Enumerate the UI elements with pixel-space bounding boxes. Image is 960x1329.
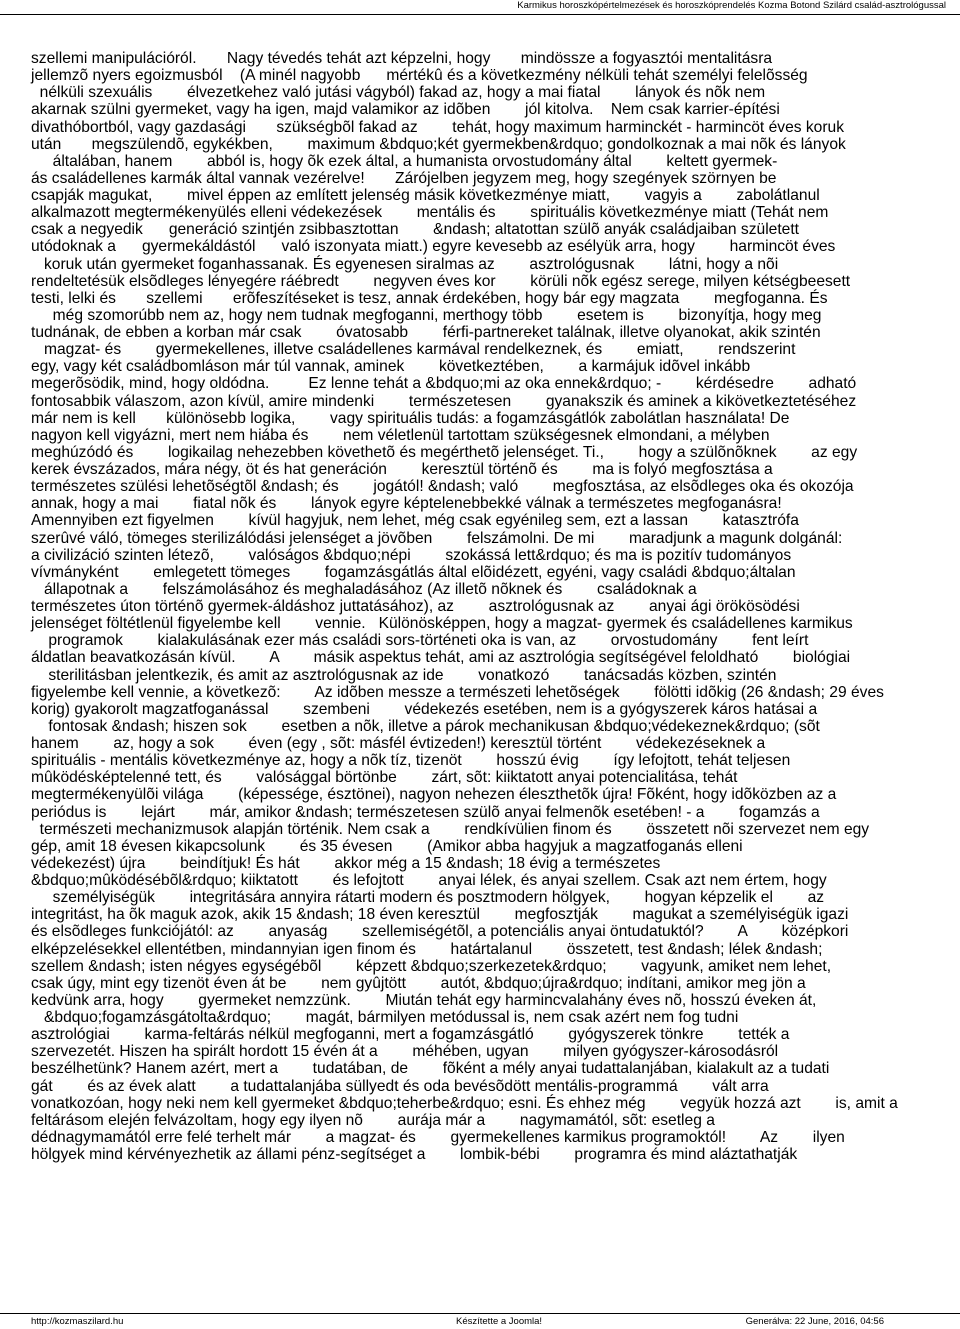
body-line: természeti mechanizmusok alapján történik. Nem csak a rendkívülien finom és összetett nõi szervezet nem egy xyxy=(31,820,870,838)
body-line: korig) gyakorolt magzatfoganással szembeni védekezés esetében, nem is a gyógyszerek káros hatásai a xyxy=(31,700,818,718)
body-line: programok kialakulásának ezer más családi sors-történeti oka is van, az orvostudomány fent leírt xyxy=(31,632,809,650)
body-line: védekezést) újra beindítjuk! És hát akkor még a 15 &ndash; 18 évig a természetes xyxy=(31,854,661,872)
body-line: testi, lelki és szellemi erõfeszítéseket is tesz, annak érdekében, hogy bár egy magzata megfoganna. És xyxy=(31,289,828,307)
header-divider xyxy=(0,14,960,15)
article-body xyxy=(31,50,931,1163)
body-line: meghúzódó és logikailag nehezebben követhetõ és megérthetõ jelenséget. Ti., hogy a szülõnõknek az egy xyxy=(31,443,858,461)
body-line: jelenséget föltétlenül figyelembe kell vennie. Különösképpen, hogy a magzat- gyermek és családellenes karmikus xyxy=(31,615,853,633)
body-line: fontosak &ndash; hiszen sok esetben a nõk, illetve a párok mechanikusan &bdquo;védekeznek&rdquo; (sõt xyxy=(31,717,820,735)
body-line: megtermékenyülõi világa (képessége, észtönei), nagyon nehezen éleszthetõk újra! Fõként, hogy idõközben az a xyxy=(31,786,837,804)
body-line: vonatkozóan, hogy neki nem kell gyermeket &bdquo;teherbe&rdquo; esni. És ehhez még vegyük hozzá azt is, amit a xyxy=(31,1094,898,1112)
footer-credit: Készítette a Joomla! xyxy=(456,1316,543,1327)
body-line: állapotnak a felszámolásához és meghaladásához (Az illetõ nõknek és családoknak a xyxy=(31,580,697,598)
body-line: és elsõdleges funkciójától: az anyaság szellemiségétõl, a potenciális anyai öntudatuktól? A középkori xyxy=(31,923,849,941)
body-line: csak a negyedik generáció szintjén zsibbasztottan &ndash; altatottan szülõ anyák családjaiban született xyxy=(31,221,800,239)
body-line: asztrológiai karma-feltárás nélkül megfoganni, mert a fogamzásgátló gyógyszerek tönkre tették a xyxy=(31,1026,790,1044)
body-line: tudnának, de ebben a korban már csak óvatosabb férfi-partnereket találnak, illetve olyanokat, akik szintén xyxy=(31,324,821,341)
body-line: periódus is lejárt már, amikor &ndash; természetesen szülõ anyai felmenõk esetében! - a fogamzás a xyxy=(31,803,820,821)
body-line: szervezetét. Hiszen ha spirált hordott 15 évén át a méhében, ugyan milyen gyógyszer-károsodásról xyxy=(31,1043,779,1061)
body-line: dédnagymamától erre felé terhelt már a magzat- és gyermekellenes karmikus programoktól! Az ilyen xyxy=(31,1128,845,1146)
body-line: csapják magukat, mivel éppen az említett jelenség másik következménye miatt, vagyis a zabolátlanul xyxy=(31,187,820,204)
body-line: divathóbortból, vagy gazdasági szükségbõl fakad az tehát, hogy maximum harminckét - harmincöt éves koruk xyxy=(31,118,844,136)
body-line: Amennyiben ezt figyelmen kívül hagyjuk, nem lehet, még csak egyénileg sem, ezt a lassan katasztrófa xyxy=(31,512,799,530)
body-line: gép, amit 18 évesen kikapcsolunk és 35 évesen (Amikor abba hagyjuk a magzatfoganás elleni xyxy=(31,837,743,855)
footer-divider xyxy=(0,1313,960,1314)
body-line: annak, hogy a mai fiatal nõk és lányok egyre képtelenebbekké válnak a természetes megfoganásra! xyxy=(31,495,782,513)
body-line: jellemzõ nyers egoizmusból (A minél nagyobb mértékû és a következmény nélküli tehát személyi felelõsség xyxy=(31,67,808,85)
body-line: kerek évszázados, mára négy, öt és hat generáción keresztül történõ és ma is folyó megfosztása a xyxy=(31,461,773,478)
body-line: szerûvé váló, tömeges sterilizálódási jelenséget a jövõben felszámolni. De mi maradjunk a magunk dolgánál: xyxy=(31,529,843,547)
footer-generated-date: Generálva: 22 June, 2016, 04:56 xyxy=(745,1316,884,1327)
body-line: alkalmazott megtermékenyülés elleni védekezések mentális és spirituális következménye miatt (Tehát nem xyxy=(31,204,829,222)
body-line: vívmányként emlegetett tömeges fogamzásgátlás által elõidézett, egyéni, vagy családi &bdquo;általan xyxy=(31,563,796,581)
body-line: gát és az évek alatt a tudattalanjába süllyedt és oda bevésõdött mentális-programmá vált arra xyxy=(31,1077,769,1095)
body-line: rendeltetésük elsõdleges lényegére ráébredt negyven éves kor körüli nõk egész serege, milyen kétségbeesett xyxy=(31,272,851,290)
body-line: &bdquo;mûködésébõl&rdquo; kiiktatott és lefojtott anyai lélek, és anyai szellem. Csak azt nem értem, hogy xyxy=(31,872,827,889)
body-line: természetes szülési lehetõségtõl &ndash; és jogától! &ndash; való megfosztása, az elsõdleges oka és okozója xyxy=(31,478,854,496)
body-line: személyiségük integritására annyira rátarti modern és posztmodern hölgyek, hogyan képzelik el az xyxy=(31,889,825,907)
body-line: figyelembe kell vennie, a következõ: Az idõben messze a természeti lehetõségek fölötti idõkig (26 &ndash; 29 éves xyxy=(31,683,884,701)
body-line: fontosabbik válaszom, azon kívül, amire mindenki természetesen gyanakszik és aminek a kikövetkeztetéséhez xyxy=(31,392,857,410)
body-line: feltárásom elején felvázoltam, hogy egy ilyen nõ aurája már a nagymamától, sõt: esetleg a xyxy=(31,1111,715,1129)
body-line: hanem az, hogy a sok éven (egy , sõt: másfél évtizeden!) keresztül történt védekezéseknek a xyxy=(31,735,766,752)
body-line: hölgyek mind kérvényezhetik az állami pénz-segítséget a lombik-bébi programra és mind aláztathatják xyxy=(31,1146,798,1163)
body-line: nélküli szexuális élvezetkehez való jutási vágyból) fakad az, hogy a mai fiatal lányok és nõk nem xyxy=(31,84,766,102)
body-line: általában, hanem abból is, hogy õk ezek által, a humanista orvostudomány által keltett gyermek- xyxy=(31,152,778,170)
body-line: mûködésképtelenné tett, és valósággal börtönbe zárt, sõt: kiiktatott anyai potencialitása, tehát xyxy=(31,769,738,787)
body-line: csak úgy, mint egy tizenöt éven át be nem gyûjtött autót, &bdquo;újra&rdquo; indítani, amikor meg jön a xyxy=(31,974,806,992)
body-line: után megszülendõ, egykékben, maximum &bdquo;két gyermekben&rdquo; gondolkoznak a mai nõk és lányok xyxy=(31,135,846,153)
body-line: nagyon kell vigyázni, mert nem hiába és nem véletlenül tartottam szükségesnek elmondani, a mélyben xyxy=(31,426,770,444)
body-line: természetes úton történõ gyermek-áldáshoz juttatásához), az asztrológusnak az anyai ági örökösödési xyxy=(31,598,800,615)
body-line: utódoknak a gyermekáldástól való iszonyata miatt.) egyre kevesebb az esélyük arra, hogy harmincöt éves xyxy=(31,238,836,256)
body-line: szellemi manipulációról. Nagy tévedés tehát azt képzelni, hogy mindössze a fogyasztói mentalitásra xyxy=(31,50,773,67)
body-line: ás családellenes karmák által vannak vezérelve! Zárójelben jegyzem meg, hogy szegények szörnyen be xyxy=(31,169,777,187)
body-line: még szomorúbb nem az, hogy nem tudnak megfoganni, merthogy több esetem is bizonyítja, hogy meg xyxy=(31,306,822,324)
body-line: akarnak szülni gyermeket, vagy ha igen, majd valamikor az idõben jól kitolva. Nem csak karrier-építési xyxy=(31,101,780,119)
body-line: áldatlan beavatkozásán kívül. A másik aspektus tehát, ami az asztrológia segítségével feloldható biológiai xyxy=(31,649,851,667)
body-line: egy, vagy két családbomláson már túl vannak, aminek következtében, a karmájuk idõvel inkább xyxy=(31,358,751,376)
body-line: integritást, ha õk maguk azok, akik 15 &ndash; 18 éven keresztül megfosztják magukat a személyiségük igazi xyxy=(31,906,849,924)
footer-url-link[interactable]: http://kozmaszilard.hu xyxy=(31,1316,124,1327)
body-line: elképzelésekkel ellentétben, mindannyian igen finom és határtalanul összetett, test &ndash; lélek &ndash; xyxy=(31,940,823,958)
body-line: spirituális - mentális következménye az, hogy a nõk tíz, tizenöt hosszú évig így lefojtott, tehát teljesen xyxy=(31,752,791,770)
body-line: koruk után gyermeket foganhassanak. És egyenesen siralmas az asztrológusnak látni, hogy a nõi xyxy=(31,255,779,273)
body-line: már nem is kell különösebb logika, vagy spirituális tudás: a fogamzásgátlók zabolátlan használata! De xyxy=(31,409,790,427)
body-line: szellem &ndash; isten négyes egységébõl képzett &bdquo;szerkezetek&rdquo; vagyunk, amiket nem lehet, xyxy=(31,957,832,975)
body-line: megerõsödik, mind, hogy oldódna. Ez lenne tehát a &bdquo;mi az oka ennek&rdquo; - kérdésedre adható xyxy=(31,375,857,393)
body-line: magzat- és gyermekellenes, illetve családellenes karmával rendelkeznek, és emiatt, rendszerint xyxy=(31,341,796,359)
body-line: sterilitásban jelentkezik, és amit az asztrológusnak az ide vonatkozó tanácsadás közben, szintén xyxy=(31,666,777,684)
site-header-title: Karmikus horoszkópértelmezések és horoszkóprendelés Kozma Botond Szilárd család-asztrológussal xyxy=(517,0,946,11)
body-line: beszélhetünk? Hanem azért, mert a tudatában, de fõként a mély anyai tudattalanjában, kialakult az a tudati xyxy=(31,1060,830,1078)
body-line: kedvünk arra, hogy gyermeket nemzzünk. Miután tehát egy harmincvalahány éves nõ, hosszú éveken át, xyxy=(31,991,817,1009)
body-line: &bdquo;fogamzásgátolta&rdquo; magát, bármilyen metódussal is, nem csak azért nem fog tudni xyxy=(31,1009,739,1026)
body-line: a civilizáció szinten létezõ, valóságos &bdquo;népi szokássá lett&rdquo; és ma is pozitív tudományos xyxy=(31,546,792,564)
